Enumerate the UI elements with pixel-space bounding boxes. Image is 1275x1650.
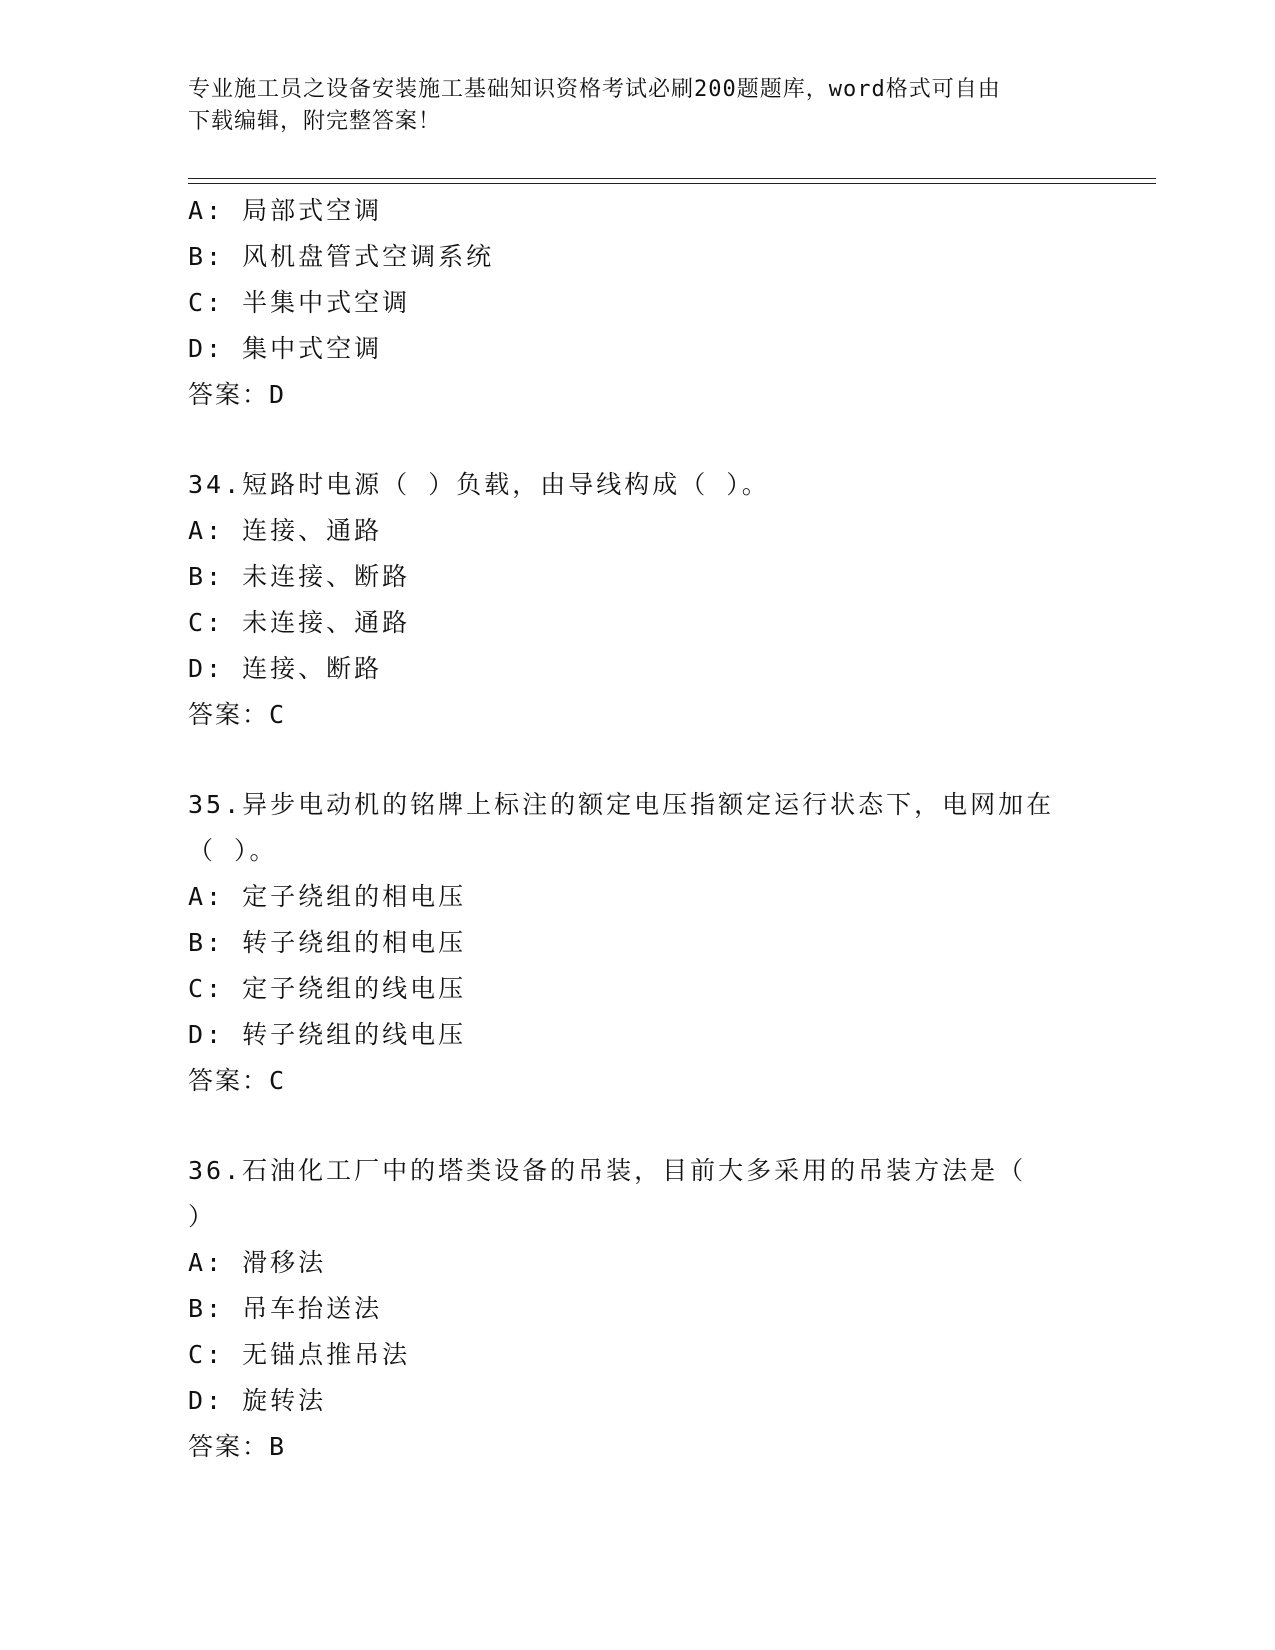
option-c: C: 未连接、通路 bbox=[188, 608, 411, 637]
question-stem-line-1: 36.石油化工厂中的塔类设备的吊装，目前大多采用的吊装方法是（ bbox=[188, 1156, 1027, 1185]
question-stem-line-1: 35.异步电动机的铭牌上标注的额定电压指额定运行状态下，电网加在 bbox=[188, 790, 1055, 819]
answer-line: 答案：C bbox=[188, 1066, 287, 1095]
option-b: B: 未连接、断路 bbox=[188, 562, 411, 591]
question-36 bbox=[188, 1148, 1088, 1470]
header-line-2: 下载编辑，附完整答案！ bbox=[188, 109, 442, 134]
question-stem-line-2: （ ）。 bbox=[188, 836, 278, 865]
option-b: B: 转子绕组的相电压 bbox=[188, 928, 467, 957]
document-header bbox=[188, 74, 1068, 138]
question-stem: 34.短路时电源（ ）负载，由导线构成（ ）。 bbox=[188, 470, 770, 499]
spacer bbox=[188, 1104, 1088, 1148]
option-c: C: 半集中式空调 bbox=[188, 288, 411, 317]
option-d: D: 转子绕组的线电压 bbox=[188, 1020, 467, 1049]
header-line-1: 专业施工员之设备安装施工基础知识资格考试必刷200题题库，word格式可自由 bbox=[188, 77, 1001, 102]
answer-line: 答案：D bbox=[188, 380, 287, 409]
spacer bbox=[188, 418, 1088, 462]
option-a: A: 局部式空调 bbox=[188, 196, 383, 225]
option-d: D: 旋转法 bbox=[188, 1386, 327, 1415]
option-c: C: 定子绕组的线电压 bbox=[188, 974, 467, 1003]
question-34 bbox=[188, 462, 1088, 738]
option-d: D: 连接、断路 bbox=[188, 654, 383, 683]
question-stem-line-2: ） bbox=[188, 1202, 217, 1231]
option-a: A: 滑移法 bbox=[188, 1248, 327, 1277]
spacer bbox=[188, 738, 1088, 782]
option-a: A: 连接、通路 bbox=[188, 516, 383, 545]
option-b: B: 吊车抬送法 bbox=[188, 1294, 383, 1323]
answer-line: 答案：C bbox=[188, 700, 287, 729]
option-c: C: 无锚点推吊法 bbox=[188, 1340, 411, 1369]
question-content bbox=[188, 188, 1088, 1470]
question-33 bbox=[188, 188, 1088, 418]
option-d: D: 集中式空调 bbox=[188, 334, 383, 363]
option-a: A: 定子绕组的相电压 bbox=[188, 882, 467, 911]
question-35 bbox=[188, 782, 1088, 1104]
header-divider-top bbox=[188, 178, 1156, 179]
option-b: B: 风机盘管式空调系统 bbox=[188, 242, 495, 271]
header-divider-bottom bbox=[188, 183, 1156, 184]
answer-line: 答案：B bbox=[188, 1432, 287, 1461]
